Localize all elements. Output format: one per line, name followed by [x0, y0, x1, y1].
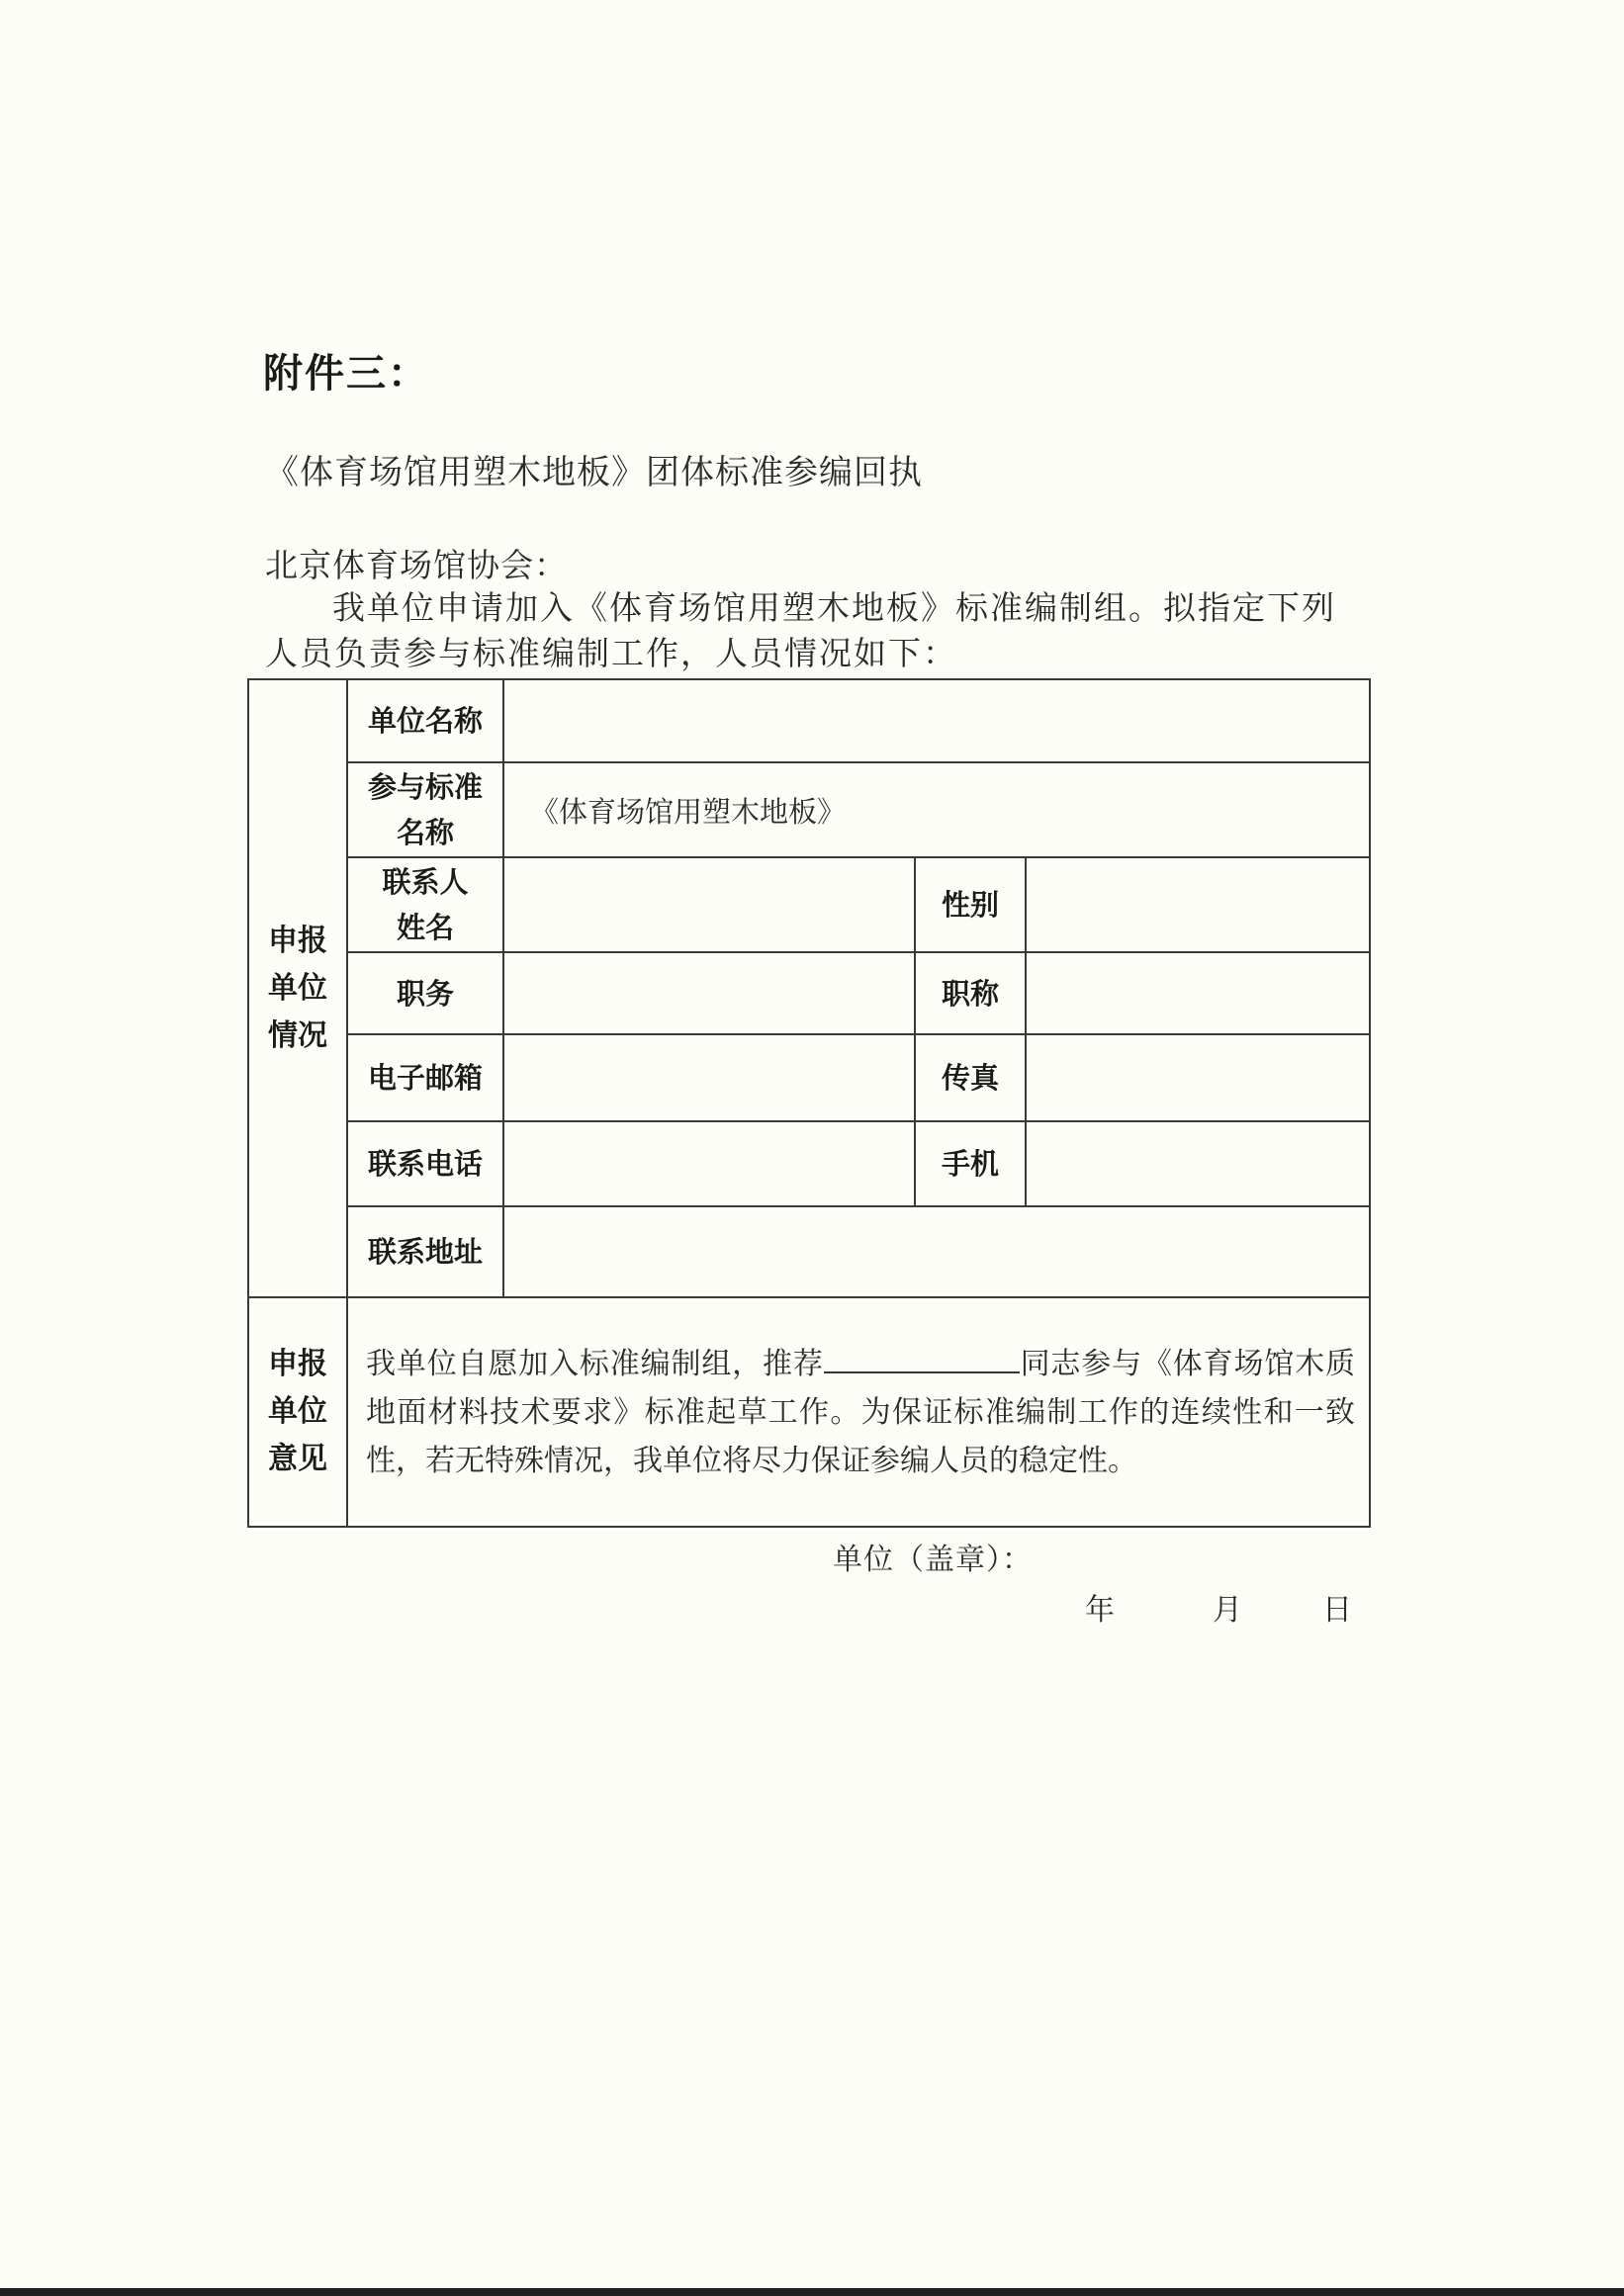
email-label: 电子邮箱 [347, 1034, 503, 1121]
address-field[interactable] [503, 1206, 1370, 1297]
application-form-table [247, 678, 1371, 1528]
contact-name-field[interactable] [503, 857, 915, 952]
row-position [248, 952, 1370, 1034]
date-year-label: 年 [1085, 1593, 1115, 1628]
row-contact-name [248, 857, 1370, 952]
address-label: 联系地址 [347, 1206, 503, 1297]
email-field[interactable] [503, 1034, 915, 1121]
section-applicant-info-label: 申报 单位 情况 [248, 679, 347, 1297]
section-applicant-opinion-label: 申报 单位 意见 [248, 1297, 347, 1527]
unit-name-field[interactable] [503, 679, 1370, 762]
fax-label: 传真 [915, 1034, 1026, 1121]
position-field[interactable] [503, 952, 915, 1034]
gender-field[interactable] [1026, 857, 1370, 952]
phone-label: 联系电话 [347, 1121, 503, 1206]
opinion-text: 我单位自愿加入标准编制组，推荐 同志参与《体育场馆木质地面材料技术要求》标准起草工作。为保证标准编制工作的连续性和一致性，若无特殊情况，我单位将尽力保证参编人员的稳定性。 [347, 1297, 1370, 1527]
phone-field[interactable] [503, 1121, 915, 1206]
row-address [248, 1206, 1370, 1297]
recommended-person-blank[interactable] [824, 1342, 1020, 1373]
standard-name-value: 《体育场馆用塑木地板》 [503, 762, 1370, 857]
standard-name-label: 参与标准 名称 [347, 762, 503, 857]
title-label: 职称 [915, 952, 1026, 1034]
row-phone [248, 1121, 1370, 1206]
fax-field[interactable] [1026, 1034, 1370, 1121]
date-month-label: 月 [1213, 1593, 1242, 1628]
date-day-label: 日 [1322, 1593, 1352, 1628]
row-email [248, 1034, 1370, 1121]
row-standard-name [248, 762, 1370, 857]
document-title: 《体育场馆用塑木地板》团体标准参编回执 [265, 453, 923, 492]
unit-name-label: 单位名称 [347, 679, 503, 762]
mobile-field[interactable] [1026, 1121, 1370, 1206]
gender-label: 性别 [915, 857, 1026, 952]
mobile-label: 手机 [915, 1121, 1026, 1206]
unit-stamp-label: 单位（盖章）： [833, 1543, 1033, 1577]
row-opinion [248, 1297, 1370, 1527]
title-field[interactable] [1026, 952, 1370, 1034]
salutation: 北京体育场馆协会： [265, 546, 568, 584]
body-paragraph: 我单位申请加入《体育场馆用塑木地板》标准编制组。拟指定下列人员负责参与标准编制工作，人员情况如下： [265, 588, 1336, 672]
position-label: 职务 [347, 952, 503, 1034]
attachment-title: 附件三： [263, 351, 429, 397]
scan-edge-bar [0, 2288, 1624, 2296]
contact-name-label: 联系人 姓名 [347, 857, 503, 952]
row-unit-name [248, 679, 1370, 762]
